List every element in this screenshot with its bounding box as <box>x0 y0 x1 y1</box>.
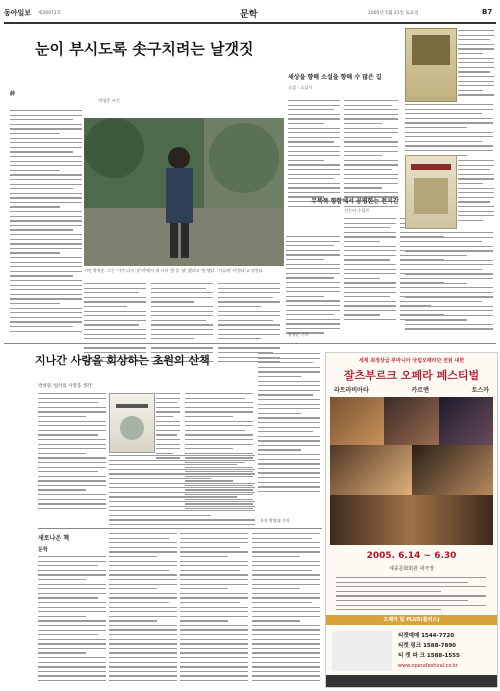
column-mid-byline: 신동아 수필론 <box>344 208 370 213</box>
column-mid-text-1 <box>344 218 396 324</box>
ad-opera-3: 토스카 <box>471 387 489 394</box>
ad-venue: 세종문화회관 대극장 <box>388 566 435 572</box>
ad-opera-1: 라트라비아타 <box>334 387 369 394</box>
main-photo <box>84 118 284 266</box>
section-divider <box>4 343 496 344</box>
author-name: 박형준 시인 <box>98 98 120 103</box>
article-2-text-4 <box>109 455 255 529</box>
photo-credit-1: 박형준 기자 <box>288 332 309 337</box>
masthead <box>4 6 496 22</box>
article-2-text-1 <box>38 393 106 512</box>
article-2-text-3 <box>258 353 320 495</box>
ad-dates: 2005. 6.14 ~ 6.30 <box>366 551 457 561</box>
article-body-4 <box>286 236 340 337</box>
article-label: 詩 <box>10 91 16 97</box>
page-number: B7 <box>482 8 493 16</box>
issue-date: 2005년 5월 21일 토요일 <box>368 11 419 16</box>
ad-footer-banner: 오페라 및 PLUS(플러스) <box>326 615 497 625</box>
column-top-text-2 <box>344 100 398 210</box>
ad-url[interactable]: www.operafestival.co.kr <box>398 663 458 669</box>
edition-number: 제26071호 <box>38 11 62 16</box>
book-text-1 <box>458 30 494 99</box>
ad-bottom-strip <box>326 675 497 687</box>
opera-ad[interactable] <box>325 352 498 688</box>
ad-phone-1: 티켓예매 1544-7720 <box>398 633 455 639</box>
column-mid-title: 무뚝뚝 향함에서 공평한는 천지간 <box>311 198 399 205</box>
ad-operas <box>334 385 489 394</box>
books-category: 문학 <box>38 547 48 553</box>
main-photo-caption: 시인 박형준. 그는 '가가 다가 '분'며'에서 새 시의 '용'을 '향' 했다고 '단'했다. '거류에' 서'한다'고 말한다. <box>84 268 264 273</box>
books-divider <box>38 528 322 529</box>
ad-logos <box>332 631 392 671</box>
book-text-2b <box>405 232 493 333</box>
books-label: 새로나온 책 <box>38 535 70 542</box>
article-2-text-1b <box>156 393 180 462</box>
photo-credit-2: 사진 박영대 기자 <box>260 518 290 523</box>
paper-name: 동아일보 <box>4 9 32 17</box>
ad-phone-2: 티켓 링크 1588-7890 <box>398 643 456 649</box>
column-top-text-1 <box>288 100 340 210</box>
article-2-sub: 박성원 '일러의 사랑을 생각' <box>38 384 93 389</box>
ad-opera-2: 카르멘 <box>411 387 429 394</box>
book-text-2 <box>458 160 494 224</box>
books-text-1 <box>38 556 106 685</box>
section-title: 문학 <box>240 10 258 20</box>
article-2-book-cover <box>109 393 155 453</box>
book-cover-2 <box>405 155 457 229</box>
ad-title: 잘츠부르크 오페라 페스티벌 <box>343 369 480 382</box>
masthead-rule <box>4 22 496 24</box>
book-cover-1 <box>405 28 457 102</box>
ad-photo-grid <box>330 397 493 545</box>
article-2-headline: 지나간 사랑을 회상하는 초원의 산책 <box>35 354 210 367</box>
photo-scene <box>84 118 284 266</box>
ad-phone-3: 티 켓 파 크 1588-1555 <box>398 653 460 659</box>
books-text-2 <box>109 533 177 685</box>
books-text-4 <box>252 533 320 685</box>
ad-tagline: 세계 최정상급 루마니아 국립오페라단 전원 내한 <box>358 358 465 364</box>
column-top-byline: 소설 · 소설가 <box>288 85 313 90</box>
books-text-3 <box>180 533 248 685</box>
column-top-title: 세상을 향해 소설을 향해 수 많은 길 <box>288 74 382 81</box>
author-box <box>84 88 134 114</box>
main-headline: 눈이 부시도록 솟구치려는 날갯짓 <box>35 40 254 58</box>
article-lead-text <box>10 110 82 335</box>
ad-body-text <box>336 577 486 614</box>
book-text-1b <box>405 104 493 159</box>
